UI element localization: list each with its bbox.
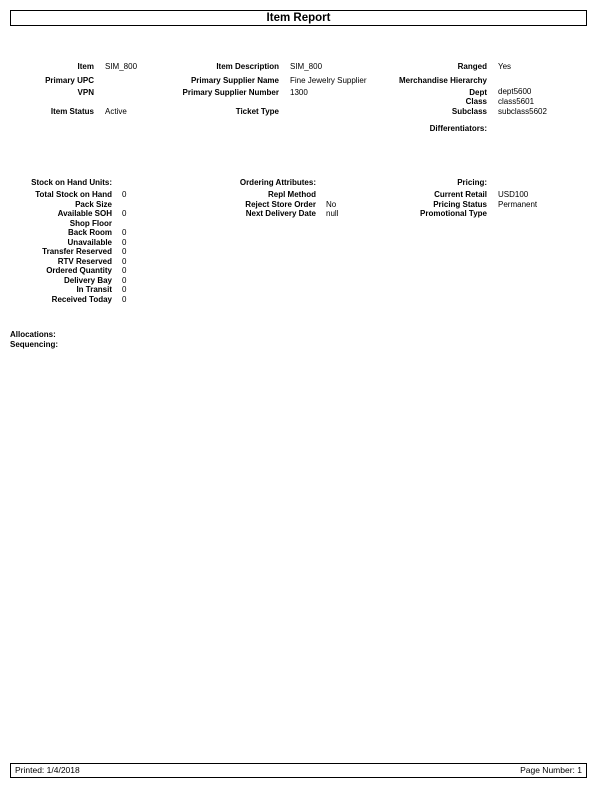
soh-row-label: Received Today (51, 294, 112, 304)
pricing-row-label: Promotional Type (420, 209, 487, 218)
page-number: Page Number: 1 (520, 765, 582, 775)
printed-date: Printed: 1/4/2018 (15, 765, 80, 775)
soh-row-value: 0 (122, 256, 127, 266)
report-footer (10, 763, 587, 778)
soh-row-label: Transfer Reserved (42, 247, 112, 256)
primary-upc-label: Primary UPC (45, 76, 94, 85)
soh-row-value: 0 (122, 237, 127, 247)
primary-supplier-number-value: 1300 (290, 88, 308, 97)
merchandise-hierarchy-label: Merchandise Hierarchy (398, 76, 487, 85)
ordering-attributes-heading: Ordering Attributes: (239, 178, 316, 187)
primary-supplier-name-value: Fine Jewelry Supplier (290, 76, 367, 85)
stock-on-hand-heading: Stock on Hand Units: (31, 178, 112, 187)
soh-row-label: Delivery Bay (63, 275, 112, 285)
dept-label: Dept (469, 88, 487, 97)
soh-row-label: Pack Size (75, 199, 112, 209)
item-value: SIM_800 (105, 62, 138, 71)
pricing-row-label: Current Retail (434, 190, 487, 199)
primary-supplier-number-label: Primary Supplier Number (182, 88, 279, 97)
soh-row-label: Ordered Quantity (46, 266, 112, 275)
soh-row-value: 0 (122, 285, 127, 294)
item-status-value: Active (105, 107, 127, 116)
ranged-label: Ranged (457, 62, 487, 71)
soh-row-value: 0 (122, 247, 127, 256)
soh-row-value: 0 (122, 275, 127, 285)
pricing-row-label: Pricing Status (433, 199, 487, 209)
ordering-row-value: No (326, 199, 337, 209)
report-title: Item Report (10, 10, 587, 26)
soh-row-value: 0 (122, 294, 127, 304)
pricing-heading: Pricing: (457, 178, 487, 187)
soh-row-label: Total Stock on Hand (35, 190, 112, 199)
dept-value: dept5600 (498, 87, 532, 96)
class-label: Class (465, 97, 487, 106)
item-description-label: Item Description (216, 62, 279, 71)
allocations-label: Allocations: (10, 330, 56, 339)
soh-row-label: In Transit (76, 285, 112, 294)
soh-row-value: 0 (122, 228, 127, 237)
ordering-row-label: Next Delivery Date (245, 209, 316, 218)
vpn-label: VPN (77, 88, 94, 97)
ticket-type-label: Ticket Type (235, 107, 279, 116)
item-label: Item (77, 62, 94, 71)
differentiators-label: Differentiators: (429, 124, 487, 133)
soh-row-label: Back Room (67, 228, 112, 237)
subclass-value: subclass5602 (498, 107, 547, 116)
soh-row-value: 0 (122, 266, 127, 275)
soh-row-label: Shop Floor (69, 218, 112, 228)
soh-row-label: Available SOH (57, 209, 112, 218)
item-description-value: SIM_800 (290, 62, 323, 71)
ordering-row-label: Repl Method (268, 190, 316, 199)
ordering-row-label: Reject Store Order (245, 199, 316, 209)
soh-row-label: RTV Reserved (57, 256, 112, 266)
ordering-row-value: null (326, 209, 339, 218)
soh-row-value: 0 (122, 209, 127, 218)
item-status-label: Item Status (50, 107, 94, 116)
ranged-value: Yes (498, 62, 512, 71)
pricing-row-value: USD100 (498, 190, 529, 199)
class-value: class5601 (498, 97, 535, 106)
primary-supplier-name-label: Primary Supplier Name (190, 76, 279, 85)
soh-row-label: Unavailable (67, 237, 112, 247)
soh-row-value: 0 (122, 190, 127, 199)
pricing-row-value: Permanent (498, 199, 538, 209)
subclass-label: Subclass (451, 107, 487, 116)
sequencing-label: Sequencing: (10, 339, 59, 349)
